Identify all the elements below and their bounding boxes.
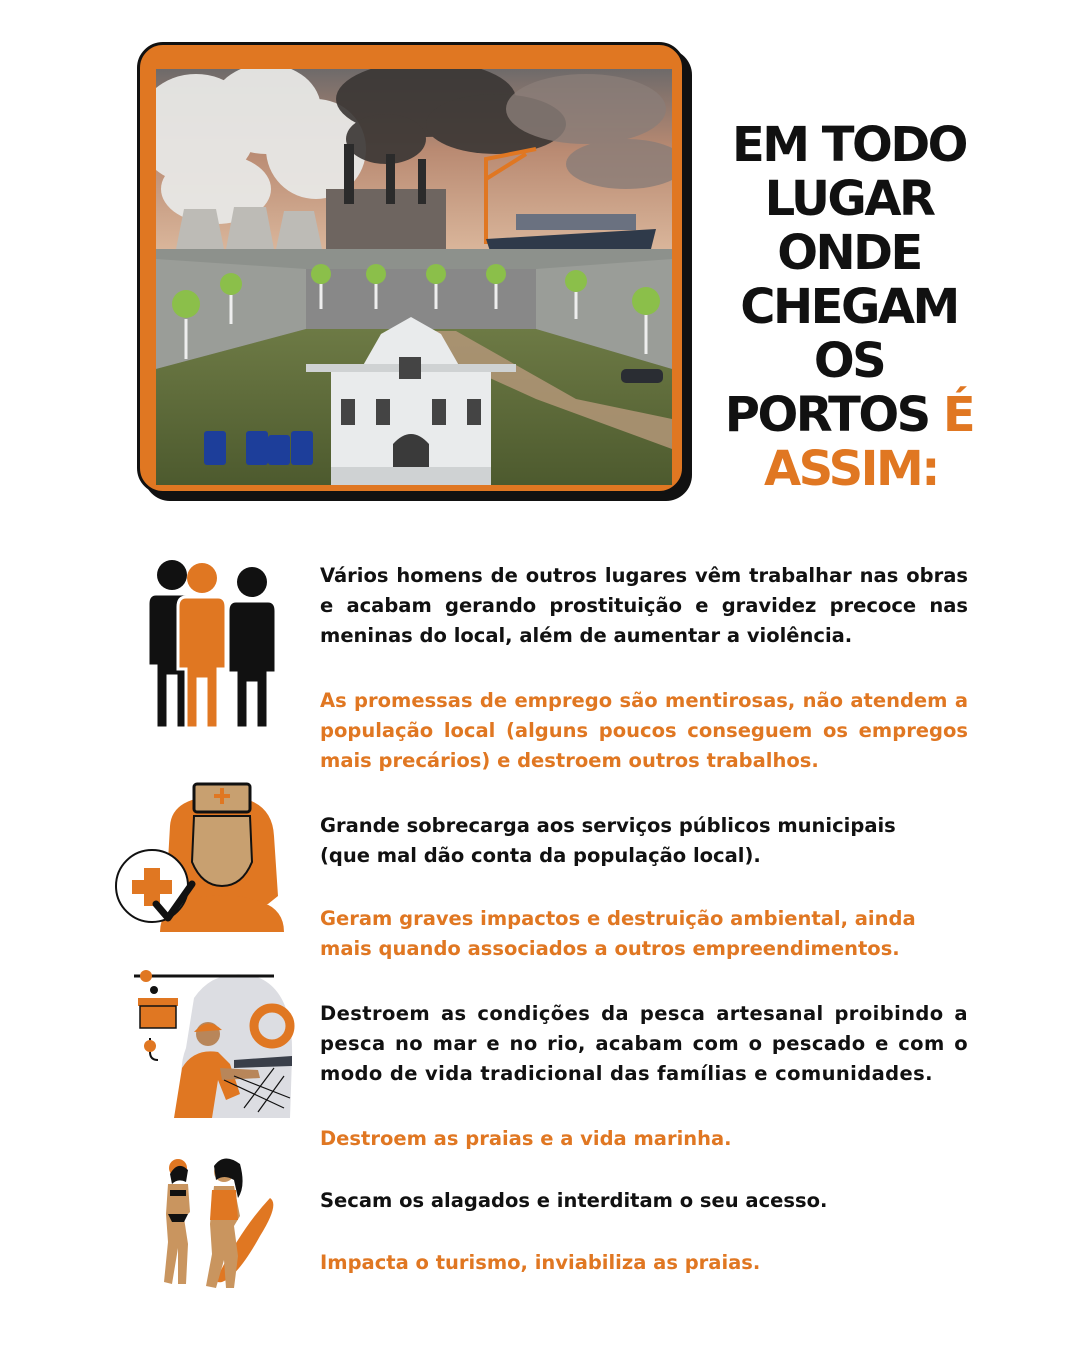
headline-line-3: ONDE	[777, 225, 921, 281]
headline-line-1: EM TODO	[732, 117, 966, 173]
fisherman-icon	[134, 968, 296, 1118]
industrial-port-collage-photo	[156, 69, 672, 485]
headline-line-5-black: PORTOS	[724, 387, 929, 443]
collage-illustration	[156, 69, 672, 485]
headline-line-2: LUGAR	[764, 171, 934, 227]
paragraph-beaches: Destroem as praias e a vida marinha.	[320, 1127, 732, 1150]
nurse-health-icon	[112, 776, 288, 934]
paragraph-jobs: As promessas de emprego são mentirosas, não atendem a população local (alguns poucos conseguem os empregos mais precários) e destroem outros trabalhos.	[320, 689, 968, 772]
headline-line-5	[706, 388, 992, 442]
people-group-icon	[134, 558, 290, 734]
photo-frame	[137, 42, 685, 494]
beach-women-icon	[150, 1156, 280, 1294]
paragraph-public-services-line-1: Grande sobrecarga aos serviços públicos municipais	[320, 814, 896, 837]
paragraph-workers: Vários homens de outros lugares vêm trabalhar nas obras e acabam gerando prostituição e gravidez precoce nas meninas do local, além de aumentar a violência.	[320, 564, 968, 647]
paragraph-public-services	[320, 811, 968, 871]
paragraph-public-services-line-2: (que mal dão conta da população local).	[320, 844, 761, 867]
headline	[706, 118, 992, 496]
paragraph-tourism: Impacta o turismo, inviabiliza as praias.	[320, 1251, 761, 1274]
paragraph-environment-line-1: Geram graves impactos e destruição ambiental, ainda	[320, 907, 916, 930]
headline-line-4: CHEGAM OS	[740, 279, 958, 389]
paragraph-environment	[320, 904, 968, 964]
paragraph-wetlands: Secam os alagados e interditam o seu acesso.	[320, 1189, 828, 1212]
paragraph-environment-line-2: mais quando associados a outros empreendimentos.	[320, 937, 900, 960]
headline-line-6: ASSIM:	[764, 441, 938, 497]
paragraph-fishing: Destroem as condições da pesca artesanal proibindo a pesca no mar e no rio, acabam com o pescado e com o modo de vida tradicional das famílias e comunidades.	[320, 1002, 968, 1085]
headline-line-5-accent: É	[942, 387, 974, 443]
